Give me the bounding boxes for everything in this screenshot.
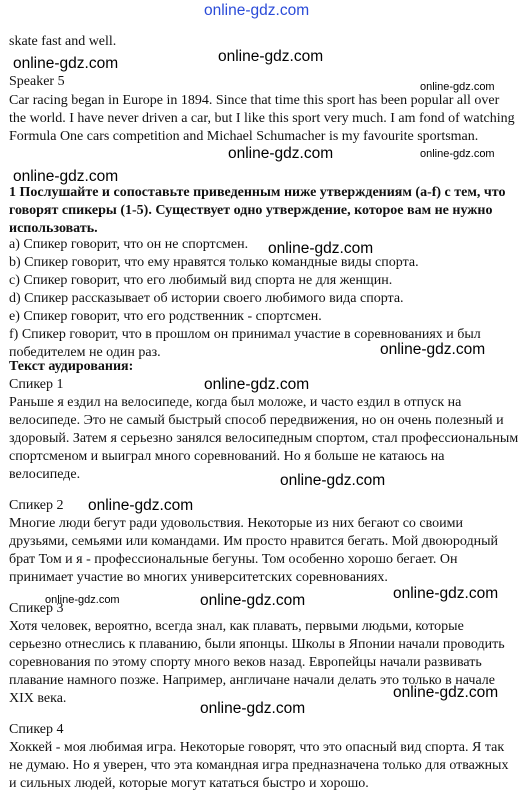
speaker1-text: Раньше я ездил на велосипеде, когда был моложе, и часто ездил в отпуск на велосипеде. Это не самый быстрый способ передвижения, но он очень полезный и здоровый. Затем я серьезно занялся велосипедным спортом, стал профессиональным спортсменом и выиграл много соревнований. Но я больше не катаюсь на велосипеде. (9, 395, 519, 482)
watermark: online-gdz.com (420, 81, 495, 93)
task-item-f: f) Спикер говорит, что в прошлом он принимал участие в соревнованиях и был победителем не один раз. (9, 327, 481, 360)
speaker1-heading: Спикер 1 (9, 377, 64, 392)
watermark: online-gdz.com (393, 684, 499, 701)
header-watermark: online-gdz.com (204, 2, 310, 19)
task-item-e: e) Спикер говорит, что его родственник - спортсмен. (9, 309, 322, 324)
transcript-heading: Текст аудирования: (9, 359, 134, 374)
watermark: online-gdz.com (393, 585, 499, 602)
speaker4-heading: Спикер 4 (9, 722, 64, 737)
speaker2-heading: Спикер 2 (9, 498, 64, 513)
speaker2-text: Многие люди бегут ради удовольствия. Некоторые из них бегают со своими друзьями, семьями или командами. Им просто нравится бегать. Мой двоюродный брат Том и я - профессиональные бегуны. Том особенно хорошо бегает. Он принимает участие во многих университетских соревнованиях. (9, 516, 498, 585)
task-item-c: c) Спикер говорит, что его любимый вид спорта не для женщин. (9, 273, 393, 288)
speaker3-text: Хотя человек, вероятно, всегда знал, как плавать, первыми людьми, которые серьезно отнеслись к плаванию, были японцы. Школы в Японии начали проводить соревнования по этому спорту много веков назад. Европейцы начали развивать плавание намного позже. Например, англичане начали делать это только в начале XIX века. (9, 619, 505, 706)
task-item-a: a) Спикер говорит, что он не спортсмен. (9, 237, 249, 252)
watermark: online-gdz.com (13, 55, 119, 72)
watermark: online-gdz.com (200, 700, 306, 717)
speaker5-text: Car racing began in Europe in 1894. Since that time this sport has been popular all over the world. I have never driven a car, but I like this sport very much. I am fond of watching Formula One cars competition and Michael Schumacher is my favourite sportsman. (9, 93, 515, 144)
task-item-d: d) Спикер рассказывает об истории своего любимого вида спорта. (9, 291, 404, 306)
watermark: online-gdz.com (268, 240, 374, 257)
task-item-b: b) Спикер говорит, что ему нравятся только командные виды спорта. (9, 255, 419, 270)
speaker3-heading: Спикер 3 (9, 601, 64, 616)
watermark: online-gdz.com (280, 472, 386, 489)
watermark: online-gdz.com (88, 497, 194, 514)
watermark: online-gdz.com (228, 145, 334, 162)
task-instruction: 1 Послушайте и сопоставьте приведенным ниже утверждениям (a-f) с тем, что говорят спикеры (1-5). Существует одно утверждение, которое вам не нужно использовать. (9, 185, 506, 236)
watermark: online-gdz.com (204, 376, 310, 393)
watermark: online-gdz.com (45, 594, 120, 606)
watermark: online-gdz.com (13, 168, 119, 185)
watermark: online-gdz.com (218, 48, 324, 65)
watermark: online-gdz.com (420, 148, 495, 160)
top-fragment: skate fast and well. (9, 34, 117, 49)
watermark: online-gdz.com (380, 341, 486, 358)
speaker5-heading: Speaker 5 (9, 74, 65, 89)
watermark: online-gdz.com (200, 592, 306, 609)
speaker4-text: Хоккей - моя любимая игра. Некоторые говорят, что это опасный вид спорта. Я так не думаю. Но я уверен, что эта командная игра предназначена только для отважных и сильных людей, которые могут кататься быстро и хорошо. (9, 740, 509, 791)
